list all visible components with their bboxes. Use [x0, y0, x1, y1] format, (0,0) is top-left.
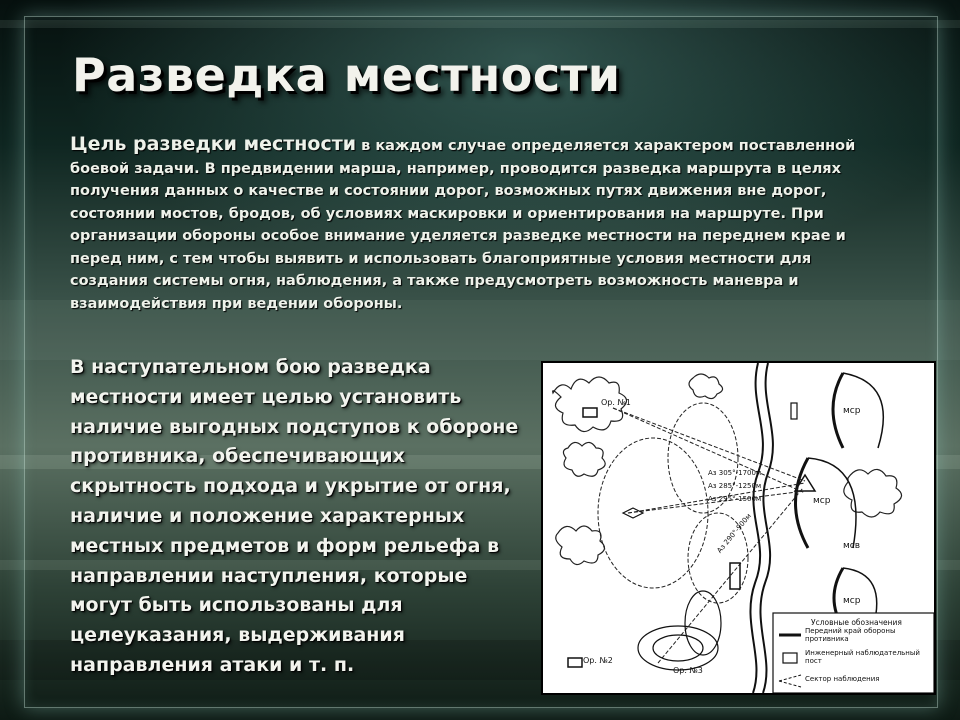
legend-item: Сектор наблюдения — [805, 675, 880, 683]
observation-post-icon — [568, 658, 582, 667]
river-line — [750, 363, 762, 693]
relief-contour — [638, 591, 721, 670]
enemy-label: мср — [843, 596, 861, 606]
engineer-post-icon — [791, 403, 797, 419]
intro-text: в каждом случае определяется характером поставленной боевой задачи. В предвидении марша, например, проводится разведка маршрута в целях получения данных о качестве и состоянии дорог, возможных путях движения вне дорог, состоянии мостов, бродов, об условиях маскировки и ориентирования на маршруте. При организации обороны особое внимание уделяется разведке местности на переднем крае и перед ним, с тем чтобы выявить и использовать благоприятные условия местности для создания системы огня, наблюдения, а также предусмотреть возможность маневра и взаимодействия при ведении обороны. — [70, 138, 856, 312]
river-line — [760, 363, 772, 693]
enemy-label: мср — [843, 406, 861, 416]
intro-paragraph — [70, 133, 870, 315]
legend-item: Инженерный наблюдательный пост — [805, 649, 920, 665]
enemy-label: мсв — [843, 541, 861, 551]
enemy-label: мср — [813, 496, 831, 506]
observation-post-icon — [583, 408, 597, 417]
engineer-post-icon — [730, 563, 740, 589]
azimuth-label: Аз 305°-1700м — [708, 469, 762, 477]
terrain-scheme-drawing — [543, 363, 934, 693]
terrain-scheme — [541, 361, 936, 695]
slide-title: Разведка местности — [72, 48, 621, 102]
observation-post-label: Ор. №3 — [673, 666, 703, 675]
legend-item: Передний край обороны противника — [805, 627, 896, 643]
offense-paragraph: В наступательном бою разведка местности имеет целью установить наличие выгодных подступов к обороне противника, обеспечивающих скрытность подхода и укрытие от огня, наличие и положение характерных местных предметов и форм рельефа в направлении наступления, которые могут быть использованы для целеуказания, выдерживания направления атаки и т. п. — [70, 356, 519, 676]
legend — [773, 613, 934, 693]
observation-post-icon — [623, 508, 643, 518]
azimuth-label: Аз 295°-1500м — [708, 495, 762, 503]
legend-title: Условные обозначения — [811, 618, 902, 627]
intro-lead: Цель разведки местности — [70, 133, 357, 155]
azimuth-label: Аз 290°-900м — [715, 512, 754, 555]
observation-post-label: Ор. №2 — [583, 656, 613, 665]
azimuth-label: Аз 285°-1250м — [708, 482, 762, 490]
observation-post-label: Ор. №1 — [601, 398, 631, 407]
